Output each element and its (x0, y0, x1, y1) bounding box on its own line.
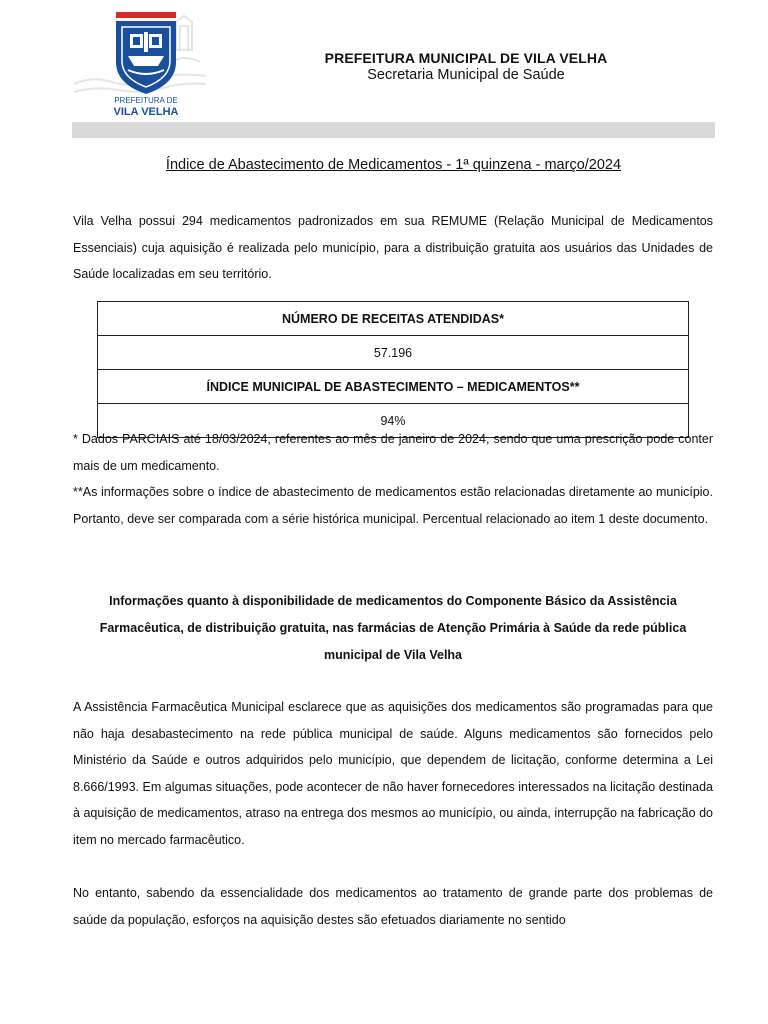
indice-label: ÍNDICE MUNICIPAL DE ABASTECIMENTO – MEDICAMENTOS** (98, 370, 689, 404)
header-divider-band (72, 122, 715, 138)
header (270, 50, 662, 83)
svg-text:PREFEITURA DE: PREFEITURA DE (114, 96, 178, 105)
paragraph-assistencia: A Assistência Farmacêutica Municipal esclarece que as aquisições dos medicamentos são programadas para que não haja desabastecimento na rede pública municipal de saúde. Alguns medicamentos são fornecidos pelo Ministério da Saúde e outros adquiridos pelo município, que dependem de licitação, conforme determina a Lei 8.666/1993. Em algumas situações, pode acontecer de não haver fornecedores interessados na licitação destinada à aquisição de medicamentos, atraso na entrega dos mesmos ao município, ou ainda, interrupção na fabricação do item no mercado farmacêutico. (73, 700, 713, 847)
document-title: Índice de Abastecimento de Medicamentos - 1ª quinzena - março/2024 (165, 157, 622, 173)
indice-value: 94% (98, 404, 689, 438)
intro-paragraph: Vila Velha possui 294 medicamentos padronizados em sua REMUME (Relação Municipal de Medicamentos Essenciais) cuja aquisição é realizada pelo município, para a distribuição gratuita aos usuários das Unidades de Saúde localizadas em seu território. (73, 214, 713, 281)
paragraph-no-entanto: No entanto, sabendo da essencialidade dos medicamentos ao tratamento de grande parte dos problemas de saúde da população, esforços na aquisição destes são efetuados diariamente no sentido (73, 886, 713, 927)
footnote-1: * Dados PARCIAIS até 18/03/2024, referentes ao mês de janeiro de 2024, sendo que uma prescrição pode conter mais de um medicamento. (73, 432, 713, 473)
header-title: PREFEITURA MUNICIPAL DE VILA VELHA (324, 50, 608, 66)
receitas-value: 57.196 (98, 336, 689, 370)
header-subtitle: Secretaria Municipal de Saúde (367, 67, 565, 83)
stats-table (97, 301, 689, 438)
prefeitura-logo (72, 10, 208, 118)
info-heading: Informações quanto à disponibilidade de medicamentos do Componente Básico da Assistência Farmacêutica, de distribuição gratuita, nas farmácias de Atenção Primária à Saúde da rede pública municipal de Vila Velha (99, 594, 687, 662)
svg-text:VILA VELHA: VILA VELHA (113, 106, 179, 118)
footnotes (73, 426, 713, 532)
footnote-2: **As informações sobre o índice de abastecimento de medicamentos estão relacionadas diretamente ao município. Portanto, deve ser comparada com a série histórica municipal. Percentual relacionado ao item 1 deste documento. (73, 485, 713, 526)
receitas-label: NÚMERO DE RECEITAS ATENDIDAS* (98, 302, 689, 336)
